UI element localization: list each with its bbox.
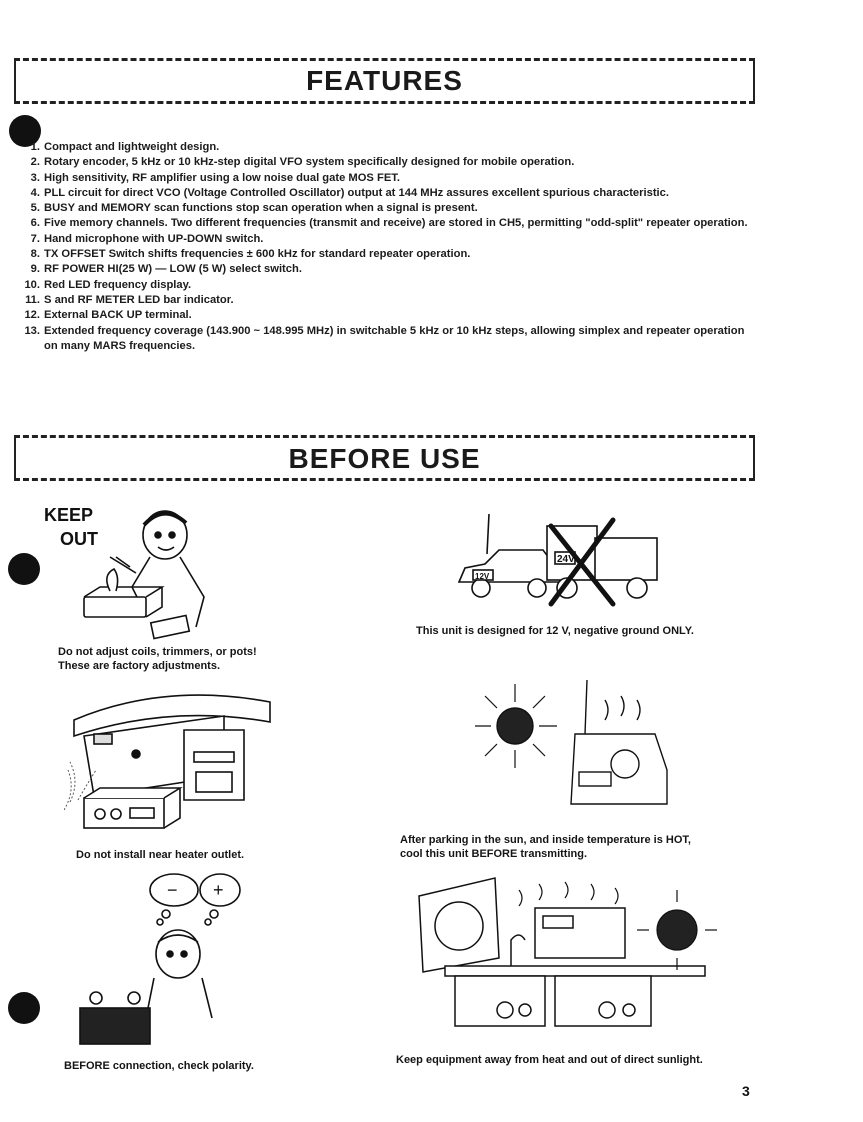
caption-voltage [416, 624, 694, 638]
list-item: 13. Extended frequency coverage (143.900 ~ 148.995 MHz) in switchable 5 kHz or 10 kHz steps, allowing simplex and repeater operation on many MARS frequencies. [24, 324, 745, 352]
caption-line: These are factory adjustments. [58, 660, 221, 672]
caption-line: BEFORE connection, check polarity. [64, 1060, 254, 1072]
plus-symbol: + [213, 880, 224, 900]
vehicle-voltage-illustration [455, 508, 665, 610]
caption-adjust [58, 645, 257, 673]
keep-out-label: KEEP [44, 505, 94, 525]
list-item: 11. S and RF METER LED bar indicator. [25, 293, 234, 306]
list-item: 4. PLL circuit for direct VCO (Voltage Controlled Oscillator) output at 144 MHz assures excellent spurious characteristic. [30, 186, 669, 199]
page-number: 3 [742, 1083, 750, 1099]
list-item: 1. Compact and lightweight design. [30, 141, 220, 153]
caption-line: Do not adjust coils, trimmers, or pots! [58, 646, 257, 658]
hot-car-illustration [475, 680, 675, 820]
features-heading: FEATURES [14, 58, 755, 104]
margin-bullet-icon [8, 992, 40, 1024]
list-item: 2. Rotary encoder, 5 kHz or 10 kHz-step digital VFO system specifically designed for mobile operation. [30, 156, 575, 169]
list-item: 7. Hand microphone with UP-DOWN switch. [30, 232, 264, 245]
caption-line: Do not install near heater outlet. [76, 849, 245, 861]
truck-voltage-label: 24V [557, 554, 575, 565]
list-item: 9. RF POWER HI(25 W) — LOW (5 W) select switch. [30, 263, 302, 276]
list-item: 3. High sensitivity, RF amplifier using a low noise dual gate MOS FET. [30, 171, 400, 184]
caption-heater [76, 848, 244, 862]
before-use-heading: BEFORE USE [14, 435, 755, 481]
caption-line: Keep equipment away from heat and out of direct sunlight. [396, 1054, 703, 1066]
caption-hot-car [400, 833, 691, 861]
caption-line: After parking in the sun, and inside temperature is HOT, [400, 834, 691, 846]
minus-symbol: − [167, 880, 178, 900]
polarity-check-illustration [74, 868, 244, 1048]
do-not-adjust-illustration [40, 495, 230, 643]
list-item: 6. Five memory channels. Two different frequencies (transmit and receive) are stored in CH5, permitting "odd-split" repeater operation. [30, 217, 748, 230]
list-item: 5. BUSY and MEMORY scan functions stop scan operation when a signal is present. [30, 202, 478, 215]
list-item: 10. Red LED frequency display. [24, 278, 192, 291]
margin-bullet-icon [8, 553, 40, 585]
list-item: 8. TX OFFSET Switch shifts frequencies ± 600 kHz for standard repeater operation. [30, 248, 471, 261]
list-item: 12. External BACK UP terminal. [24, 309, 192, 322]
sunlight-equipment-illustration [415, 870, 730, 1040]
caption-line: This unit is designed for 12 V, negative ground ONLY. [416, 625, 694, 637]
features-list [18, 140, 753, 354]
caption-polarity [64, 1059, 254, 1073]
caption-sunlight [396, 1053, 703, 1067]
caption-line: cool this unit BEFORE transmitting. [400, 848, 587, 860]
keep-out-label: OUT [60, 529, 98, 549]
car-voltage-label: 12V [475, 572, 490, 581]
heater-outlet-illustration [64, 690, 274, 840]
